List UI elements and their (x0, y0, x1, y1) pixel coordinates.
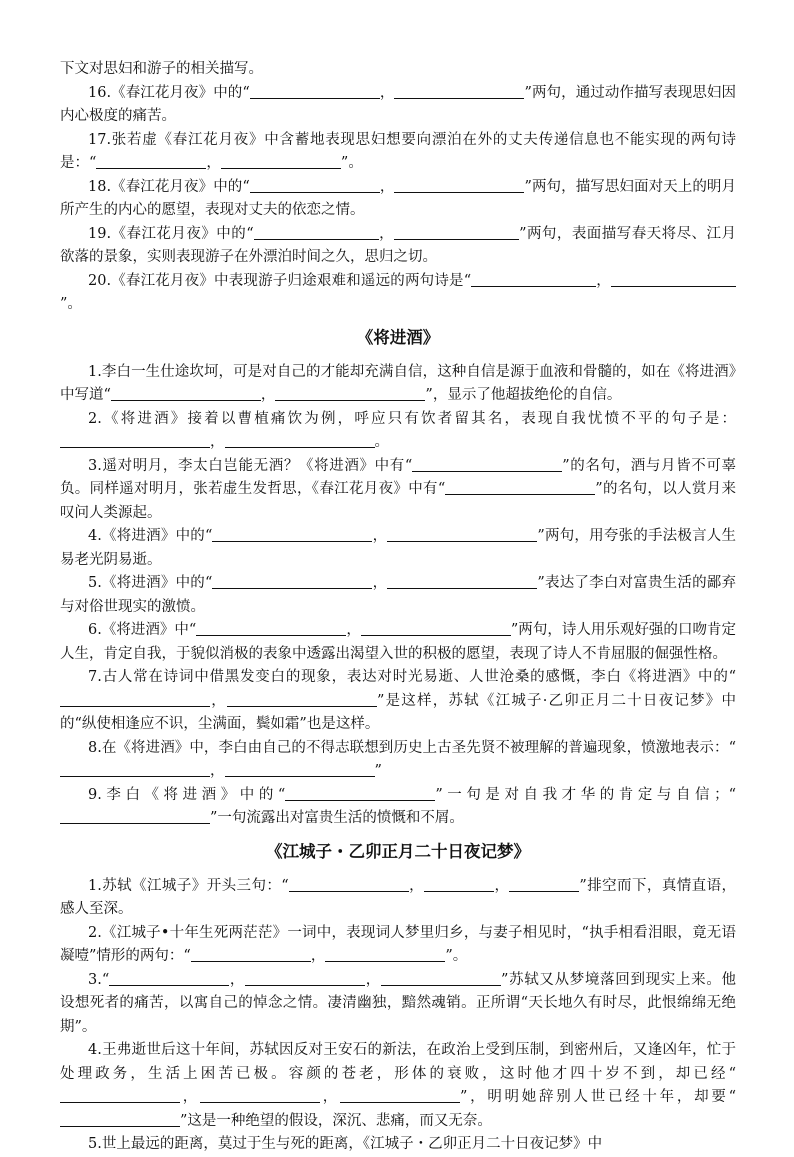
answer-blank[interactable] (424, 876, 494, 892)
question-jjj-3: 3.遥对明月，李太白岂能无酒？《将进酒》中有“ ”的名句，酒与月皆不可辜负。同样遥对明月，张若虚生发哲思，《春江花月夜》中有“ ”的名句，以人赏月来叹问人类源起。 (60, 457, 736, 521)
answer-blank[interactable] (325, 947, 445, 963)
answer-blank[interactable] (445, 480, 595, 496)
question-cj-19: 19.《春江花月夜》中的“ ， ”两句，表面描写春天将尽、江月欲落的景象，实则表现游子在外漂泊时间之久，思归之切。 (60, 225, 736, 265)
answer-blank[interactable] (225, 762, 375, 778)
answer-blank[interactable] (225, 433, 375, 449)
answer-blank[interactable] (191, 947, 311, 963)
section-title-jiangchengzi: 《江城子・乙卯正月二十日夜记梦》 (266, 841, 530, 861)
question-jjj-4: 4.《将进酒》中的“ ， ”两句，用夸张的手法极言人生易老光阴易逝。 (60, 528, 736, 568)
question-jjj-9: 9.李白《将进酒》中的“ ”一句是对自我才华的肯定与自信；“”一句流露出对富贵生活的愤慨和不屑。 (60, 784, 736, 831)
answer-blank[interactable] (361, 621, 511, 637)
question-jjj-6: 6.《将进酒》中“ ， ”两句，诗人用乐观好强的口吻肯定人生，肯定自我，于貌似消极的表象中透露出渴望入世的积极的愿望，表现了诗人不肯屈服的倔强性格。 (60, 622, 736, 662)
question-cj-17: 17.张若虚《春江花月夜》中含蓄地表现思妇想要向漂泊在外的丈夫传递信息也不能实现的两句诗是：“ ， ”。 (60, 131, 736, 171)
answer-blank[interactable] (412, 456, 562, 472)
answer-blank[interactable] (111, 386, 261, 402)
question-jcz-1: 1.苏轼《江城子》开头三句：“ ， ， ”排空而下，真情直语，感人至深。 (60, 877, 736, 917)
answer-blank[interactable] (471, 271, 596, 287)
answer-blank[interactable] (381, 970, 501, 986)
answer-blank[interactable] (60, 433, 210, 449)
answer-blank[interactable] (611, 271, 736, 287)
answer-blank[interactable] (96, 154, 206, 170)
question-jcz-4: 4.王弗逝世后这十年间，苏轼因反对王安石的新法，在政治上受到压制，到密州后，又逢凶年，忙于处理政务，生活上困苦已极。容颜的苍老，形体的衰败，这时他才四十岁不到，却已经“， ， ”，明明她辞别人世已经十年，却要“”这是一种绝望的假设，深沉、悲痛，而又无奈。 (60, 1042, 736, 1129)
answer-blank[interactable] (387, 574, 537, 590)
answer-blank[interactable] (60, 1088, 180, 1104)
answer-blank[interactable] (340, 1088, 460, 1104)
question-cj-18: 18.《春江花月夜》中的“ ， ”两句，描写思妇面对天上的明月所产生的内心的愿望，表现对丈夫的依恋之情。 (60, 178, 736, 218)
answer-blank[interactable] (60, 1111, 180, 1127)
document-page (60, 58, 736, 1157)
question-jjj-7: 7.古人常在诗词中借黑发变白的现象，表达对时光易逝、人世沧桑的感慨，李白《将进酒》中的“， ”是这样，苏轼《江城子·乙卯正月二十日夜记梦》中的“纵使相逢应不识，尘满面，鬓如霜”也是这样。 (60, 669, 736, 732)
answer-blank[interactable] (196, 621, 346, 637)
question-jcz-5: 5.世上最远的距离，莫过于生与死的距离，《江城子・乙卯正月二十日夜记梦》中 (88, 1136, 603, 1152)
question-jjj-8: 8.在《将进酒》中，李白由自己的不得志联想到历史上古圣先贤不被理解的普遍现象，愤激地表示：“， ” (60, 737, 736, 784)
question-jjj-1: 1.李白一生仕途坎坷，可是对自己的才能却充满自信，这种自信是源于血液和骨髓的，如在《将进酒》中写道“ ， ”，显示了他超拔绝伦的自信。 (60, 363, 736, 403)
question-cj-20: 20.《春江花月夜》中表现游子归途艰难和遥远的两句诗是“ ，”。 (60, 270, 736, 317)
answer-blank[interactable] (250, 83, 380, 99)
answer-blank[interactable] (275, 386, 425, 402)
question-jjj-2: 2.《将进酒》接着以曹植痛饮为例，呼应只有饮者留其名，表现自我忧愤不平的句子是：， 。 (60, 408, 736, 455)
question-cj-16: 16.《春江花月夜》中的“ ， ”两句，通过动作描写表现思妇因内心极度的痛苦。 (60, 84, 736, 124)
answer-blank[interactable] (227, 691, 377, 707)
answer-blank[interactable] (60, 762, 210, 778)
answer-blank[interactable] (289, 876, 409, 892)
answer-blank[interactable] (245, 970, 365, 986)
answer-blank[interactable] (509, 876, 579, 892)
answer-blank[interactable] (387, 527, 537, 543)
answer-blank[interactable] (60, 691, 210, 707)
answer-blank[interactable] (394, 224, 519, 240)
answer-blank[interactable] (60, 809, 210, 825)
answer-blank[interactable] (254, 224, 379, 240)
question-jjj-5: 5.《将进酒》中的“ ， ”表达了李白对富贵生活的鄙弃与对俗世现实的激愤。 (60, 575, 736, 615)
section-title-jiangjinjiu: 《将进酒》 (356, 327, 440, 347)
answer-blank[interactable] (212, 574, 372, 590)
answer-blank[interactable] (394, 83, 524, 99)
answer-blank[interactable] (250, 177, 380, 193)
answer-blank[interactable] (109, 970, 229, 986)
question-jcz-3: 3.“ ， ， ”苏轼又从梦境落回到现实上来。他设想死者的痛苦，以寓自己的悼念之情。凄清幽独，黯然魂销。正所谓“天长地久有时尽，此恨绵绵无绝期”。 (60, 971, 737, 1035)
answer-blank[interactable] (285, 785, 435, 801)
intro-continuation: 下文对思妇和游子的相关描写。 (60, 61, 263, 77)
answer-blank[interactable] (221, 154, 341, 170)
answer-blank[interactable] (200, 1088, 320, 1104)
question-jcz-2: 2.《江城子•十年生死两茫茫》一词中，表现词人梦里归乡，与妻子相见时，“执手相看泪眼，竟无语凝噎”情形的两句：“ ， ”。 (60, 924, 736, 964)
answer-blank[interactable] (212, 527, 372, 543)
answer-blank[interactable] (394, 177, 524, 193)
